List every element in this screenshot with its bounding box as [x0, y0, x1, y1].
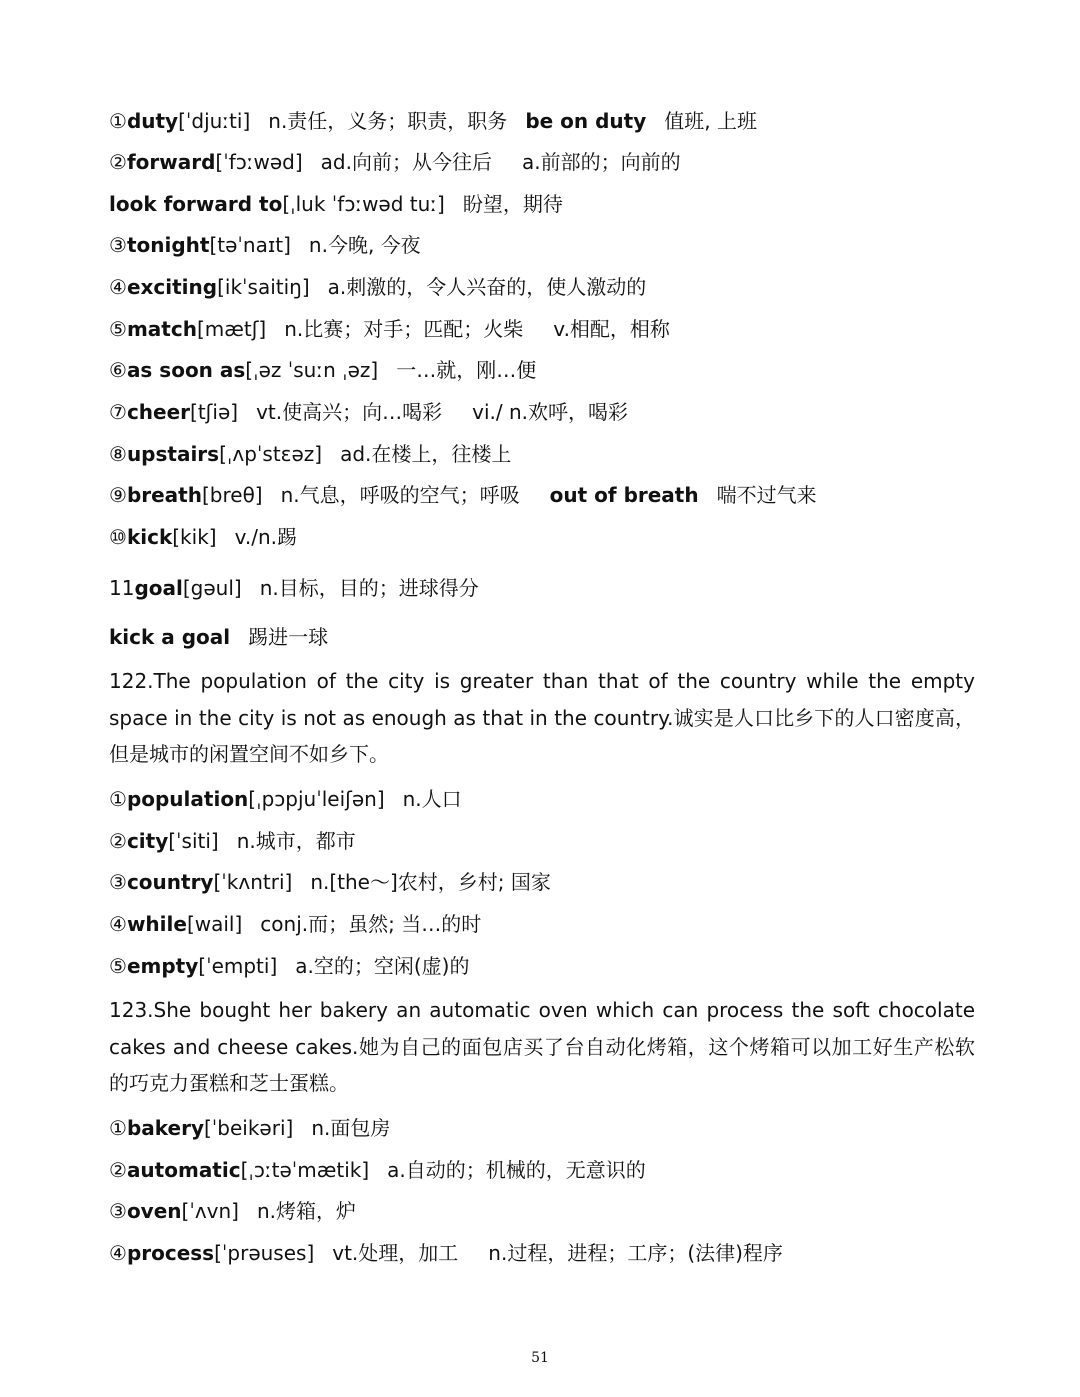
headword: as soon as: [126, 358, 246, 382]
pronunciation: [ˈsiti]: [168, 829, 219, 853]
phrase: be on duty: [525, 109, 647, 133]
pronunciation: [wail]: [186, 912, 243, 936]
definition-2: a.前部的；向前的: [521, 150, 681, 174]
pronunciation: [ˈkʌntri]: [213, 870, 293, 894]
vocab-entry-tonight: ③tonight[təˈnaɪt] n.今晚, 今夜: [109, 233, 421, 257]
phrase-definition: 喘不过气来: [716, 483, 817, 507]
definition-2: v.相配，相称: [553, 317, 670, 341]
pronunciation: [gəul]: [182, 576, 242, 600]
vocab-entry-empty: ⑤empty[ˈempti] a.空的；空闲(虚)的: [109, 954, 470, 978]
vocab-entry-bakery: ①bakery[ˈbeikəri] n.面包房: [109, 1116, 391, 1140]
definition: vt.使高兴；向…喝彩: [256, 400, 443, 424]
headword: oven: [126, 1199, 182, 1223]
pronunciation: [ˌʌpˈstɛəz]: [219, 442, 323, 466]
definition-2: n.过程，进程；工序；(法律)程序: [488, 1241, 783, 1265]
definition: n.城市，都市: [236, 829, 356, 853]
phrase-definition: 值班, 上班: [664, 109, 757, 133]
headword: empty: [126, 954, 199, 978]
vocab-entry-exciting: ④exciting[ikˈsaitiŋ] a.刺激的，令人兴奋的，使人激动的: [109, 275, 647, 299]
definition: ad.向前；从今往后: [320, 150, 492, 174]
headword: city: [126, 829, 169, 853]
vocab-entry-duty: ①duty[ˈdjuːti] n.责任，义务；职责，职务 be on duty 值班, 上班: [109, 109, 757, 133]
headword: duty: [126, 109, 179, 133]
vocab-entry-as-soon-as: ⑥as soon as[ˌəz ˈsuːn ˌəz] 一…就，刚…便: [109, 358, 537, 382]
pronunciation: [ˈʌvn]: [181, 1199, 239, 1223]
definition: a.空的；空闲(虚)的: [295, 954, 470, 978]
pronunciation: [ikˈsaitiŋ]: [217, 275, 310, 299]
pronunciation: [ˌəz ˈsuːn ˌəz]: [245, 358, 379, 382]
pronunciation: [kik]: [172, 525, 217, 549]
pronunciation: [breθ]: [201, 483, 263, 507]
vocab-entry-kick: ⑩kick[kik] v./n.踢: [109, 525, 297, 549]
headword: exciting: [126, 275, 218, 299]
definition: a.自动的；机械的，无意识的: [387, 1158, 646, 1182]
vocab-entry-country: ③country[ˈkʌntri] n.[the～]农村，乡村; 国家: [109, 870, 551, 894]
vocab-entry-look-forward-to: [109, 192, 563, 216]
pronunciation: [mætʃ]: [196, 317, 267, 341]
pronunciation: [ˌɔːtəˈmætik]: [240, 1158, 370, 1182]
pronunciation: [tʃiə]: [190, 400, 239, 424]
definition: n.人口: [402, 787, 462, 811]
pronunciation: [təˈnaɪt]: [209, 233, 291, 257]
definition: ad.在楼上，往楼上: [340, 442, 512, 466]
vocab-entry-goal: 11goal[gəul] n.目标，目的；进球得分: [109, 576, 479, 600]
definition: n.今晚, 今夜: [308, 233, 421, 257]
vocab-entry-city: ②city[ˈsiti] n.城市，都市: [109, 829, 356, 853]
definition-2: vi./ n.欢呼，喝彩: [472, 400, 628, 424]
definition: 盼望，期待: [462, 192, 563, 216]
vocab-entry-while: ④while[wail] conj.而；虽然; 当…的时: [109, 912, 482, 936]
headword: upstairs: [126, 442, 220, 466]
definition: 踢进一球: [248, 625, 329, 649]
example-sentence-122: 122.The population of the city is greater than that of the country while the empty space in the city is not as enough as that in the country.诚实是人口比乡下的人口密度高，但是城市的闲置空间不如乡下。: [109, 669, 975, 766]
definition: n.面包房: [311, 1116, 391, 1140]
headword: goal: [134, 576, 183, 600]
example-sentence-123: 123.She bought her bakery an automatic oven which can process the soft chocolate cakes and cheese cakes.她为自己的面包店买了台自动化烤箱，这个烤箱可以加工好生产松软的巧克力蛋糕和芝士蛋糕。: [109, 998, 975, 1095]
vocab-entry-forward: ②forward[ˈfɔːwəd] ad.向前；从今往后 a.前部的；向前的: [109, 150, 681, 174]
definition: v./n.踢: [234, 525, 297, 549]
headword: population: [126, 787, 249, 811]
definition: vt.处理，加工: [332, 1241, 459, 1265]
vocab-entry-match: ⑤match[mætʃ] n.比赛；对手；匹配；火柴 v.相配，相称: [109, 317, 670, 341]
pronunciation: [ˌluk ˈfɔːwəd tuː]: [282, 192, 445, 216]
definition: n.气息，呼吸的空气；呼吸: [280, 483, 520, 507]
vocab-phrase-kick-a-goal: [109, 625, 328, 649]
pronunciation: [ˈprəuses]: [214, 1241, 315, 1265]
definition: n.责任，义务；职责，职务: [268, 109, 508, 133]
headword: process: [126, 1241, 215, 1265]
headword: bakery: [126, 1116, 204, 1140]
headword: forward: [126, 150, 216, 174]
pronunciation: [ˈbeikəri]: [203, 1116, 294, 1140]
vocab-entry-cheer: ⑦cheer[tʃiə] vt.使高兴；向…喝彩 vi./ n.欢呼，喝彩: [109, 400, 628, 424]
definition: a.刺激的，令人兴奋的，使人激动的: [327, 275, 647, 299]
headword: cheer: [126, 400, 191, 424]
pronunciation: [ˌpɔpjuˈleiʃən]: [248, 787, 385, 811]
vocab-entry-population: ①population[ˌpɔpjuˈleiʃən] n.人口: [109, 787, 462, 811]
headword: tonight: [126, 233, 210, 257]
definition: n.烤箱，炉: [256, 1199, 357, 1223]
definition: n.比赛；对手；匹配；火柴: [284, 317, 524, 341]
definition: conj.而；虽然; 当…的时: [260, 912, 482, 936]
headword: while: [126, 912, 187, 936]
pronunciation: [ˈdjuːti]: [178, 109, 251, 133]
headword: automatic: [126, 1158, 241, 1182]
page-number: 51: [531, 1350, 549, 1366]
definition: n.[the～]农村，乡村; 国家: [310, 870, 551, 894]
headword: kick: [126, 525, 173, 549]
headword: kick a goal: [109, 625, 231, 649]
vocab-entry-oven: ③oven[ˈʌvn] n.烤箱，炉: [109, 1199, 357, 1223]
vocab-entry-breath: ⑨breath[breθ] n.气息，呼吸的空气；呼吸 out of breath 喘不过气来: [109, 483, 817, 507]
vocab-entry-process: ④process[ˈprəuses] vt.处理，加工 n.过程，进程；工序；(法律)程序: [109, 1241, 783, 1265]
headword: look forward to: [109, 192, 283, 216]
headword: breath: [126, 483, 202, 507]
vocab-entry-upstairs: ⑧upstairs[ˌʌpˈstɛəz] ad.在楼上，往楼上: [109, 442, 512, 466]
pronunciation: [ˈfɔːwəd]: [215, 150, 303, 174]
headword: country: [126, 870, 214, 894]
vocab-entry-automatic: ②automatic[ˌɔːtəˈmætik] a.自动的；机械的，无意识的: [109, 1158, 646, 1182]
phrase: out of breath: [549, 483, 699, 507]
headword: match: [126, 317, 197, 341]
definition: n.目标，目的；进球得分: [259, 576, 479, 600]
definition: 一…就，刚…便: [396, 358, 537, 382]
pronunciation: [ˈempti]: [198, 954, 278, 978]
